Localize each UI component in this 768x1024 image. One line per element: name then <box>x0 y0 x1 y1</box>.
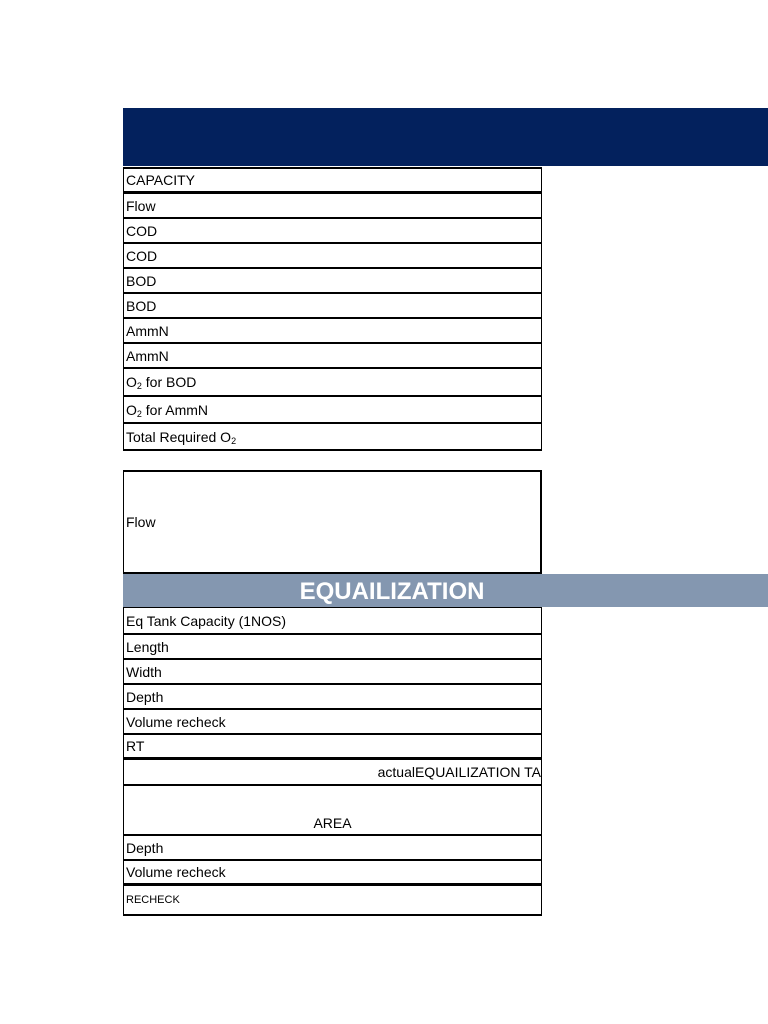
label-part: O <box>126 401 137 418</box>
label-part: for AmmN <box>141 401 209 418</box>
subscript: 2 <box>136 408 142 419</box>
equalization-title-clip <box>123 574 548 607</box>
row-label: Depth <box>126 839 164 856</box>
row-label <box>126 403 208 417</box>
row-label: Flow <box>126 197 156 214</box>
row-label: Length <box>126 638 169 655</box>
row-label: CAPACITY <box>126 172 195 188</box>
subscript: 2 <box>136 381 142 391</box>
equalization-header <box>123 574 768 607</box>
row-label: COD <box>126 247 158 264</box>
row-label: Depth <box>126 688 164 705</box>
subscript: 2 <box>231 435 237 446</box>
recheck-label: RECHECK <box>126 893 180 906</box>
row-label: RT <box>126 738 145 754</box>
row-depth-2 <box>123 835 542 860</box>
row-bod-1 <box>123 268 542 293</box>
row-volume-recheck <box>123 709 542 734</box>
row-depth <box>123 684 542 709</box>
row-length <box>123 634 542 659</box>
header-banner <box>123 108 768 166</box>
row-cod-1 <box>123 218 542 243</box>
equalization-title: EQUAILIZATION <box>299 578 485 605</box>
row-label: COD <box>126 222 158 239</box>
label-part: Total Required O <box>126 428 232 445</box>
row-label: Volume recheck <box>126 713 226 730</box>
row-width <box>123 659 542 684</box>
row-flow <box>123 193 542 218</box>
row-label: BOD <box>126 297 157 314</box>
row-eq-tank-capacity <box>123 607 542 634</box>
row-actual-equalization <box>123 759 542 785</box>
row-label: AmmN <box>126 322 169 339</box>
row-label: BOD <box>126 272 157 289</box>
row-label <box>126 375 196 389</box>
row-label: Eq Tank Capacity (1NOS) <box>126 612 287 629</box>
row-bod-2 <box>123 293 542 318</box>
row-label <box>126 430 236 444</box>
flow-label: Flow <box>126 514 156 530</box>
row-rt <box>123 734 542 759</box>
actual-equalization-label: actualEQUAILIZATION TA <box>377 764 541 780</box>
row-volume-recheck-2 <box>123 860 542 885</box>
row-area <box>123 785 542 835</box>
row-label: AmmN <box>126 347 169 364</box>
label-part: for BOD <box>141 374 197 390</box>
row-label: Width <box>126 663 162 680</box>
row-o2-ammn <box>123 396 542 423</box>
flow-block <box>123 470 542 574</box>
row-o2-bod <box>123 368 542 396</box>
area-label: AREA <box>313 815 352 831</box>
row-cod-2 <box>123 243 542 268</box>
row-total-o2 <box>123 423 542 451</box>
row-capacity <box>123 167 542 193</box>
row-recheck <box>123 885 542 916</box>
row-ammn-2 <box>123 343 542 368</box>
row-ammn-1 <box>123 318 542 343</box>
label-part: O <box>126 374 137 390</box>
row-label: Volume recheck <box>126 864 226 880</box>
